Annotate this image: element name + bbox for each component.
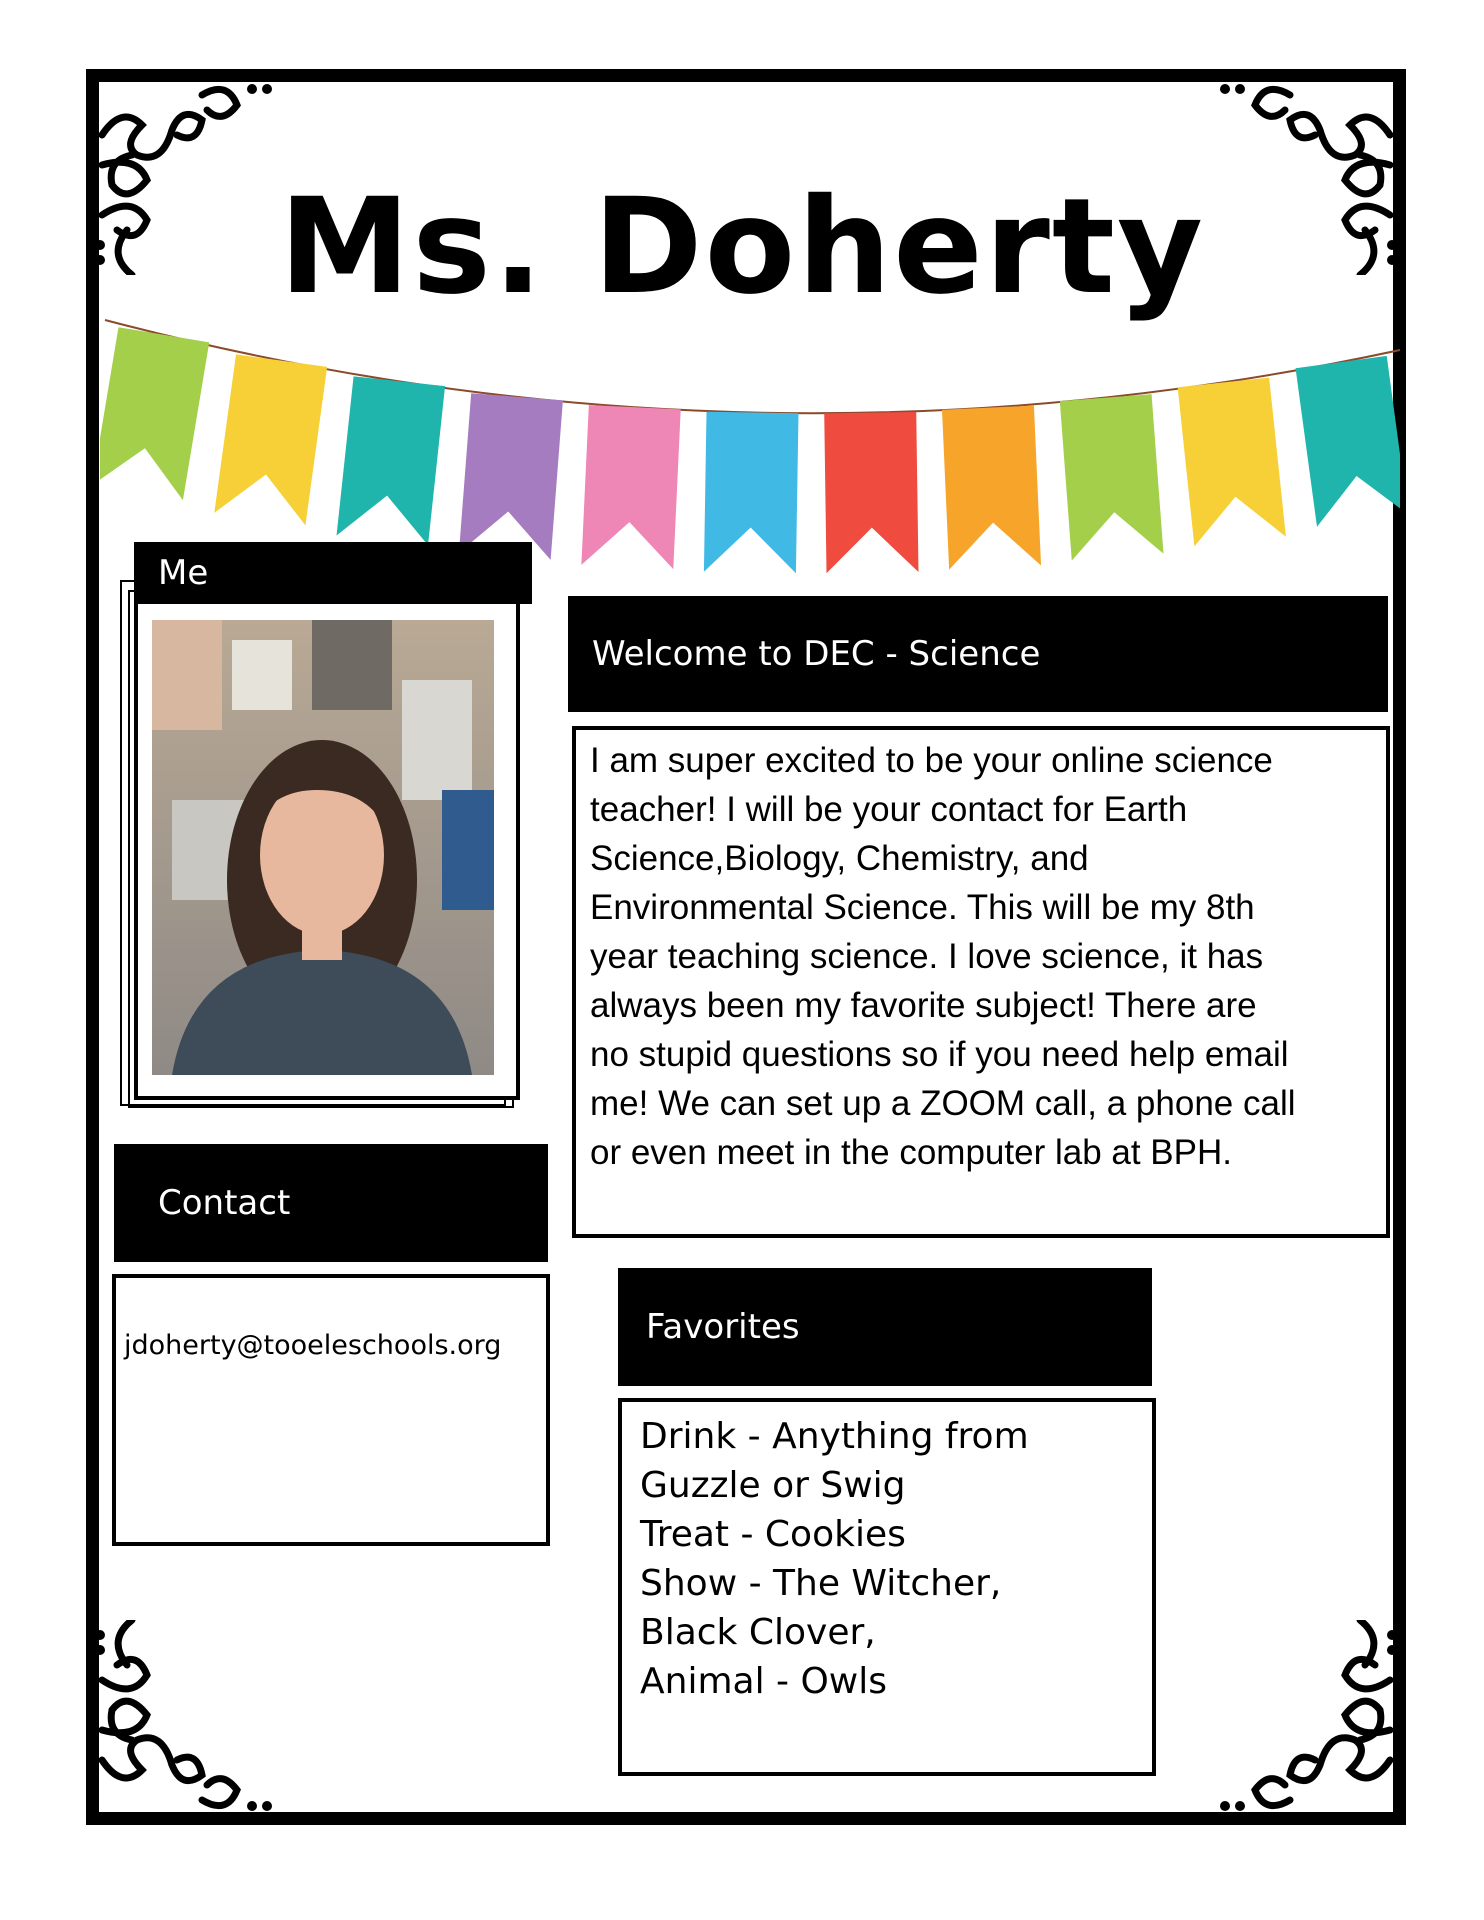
favorites-line: Animal - Owls — [640, 1661, 887, 1702]
me-label-bar — [134, 542, 532, 604]
bunting-flag — [942, 406, 1041, 570]
contact-email: jdoherty@tooeleschools.org — [124, 1330, 502, 1361]
welcome-heading: Welcome to DEC - Science — [592, 634, 1041, 674]
favorites-line: Guzzle or Swig — [640, 1465, 906, 1506]
bunting-flag — [100, 327, 209, 500]
favorites-line: Black Clover, — [640, 1612, 876, 1653]
corner-flourish-bottom-left — [92, 1620, 292, 1820]
bunting-flag — [824, 412, 918, 573]
welcome-text — [590, 736, 1370, 1177]
bunting-flag — [581, 405, 680, 569]
welcome-line: I am super excited to be your online science — [590, 741, 1273, 780]
favorites-line: Treat - Cookies — [640, 1514, 906, 1555]
favorites-list — [640, 1412, 1140, 1706]
me-label: Me — [158, 553, 209, 593]
favorites-line: Drink - Anything from — [640, 1416, 1029, 1457]
welcome-line: always been my favorite subject! There are — [590, 986, 1257, 1025]
bunting-banner — [100, 300, 1400, 580]
favorites-label: Favorites — [646, 1307, 800, 1347]
welcome-line: Science,Biology, Chemistry, and — [590, 839, 1089, 878]
bunting-flag — [459, 393, 563, 560]
bunting-flag — [214, 354, 327, 525]
welcome-line: no stupid questions so if you need help email — [590, 1035, 1289, 1074]
contact-label-bar — [114, 1144, 548, 1262]
welcome-line: year teaching science. I love science, it has — [590, 937, 1264, 976]
favorites-label-bar — [618, 1268, 1152, 1386]
contact-label: Contact — [158, 1183, 291, 1223]
welcome-line: Environmental Science. This will be my 8th — [590, 888, 1255, 927]
welcome-line: me! We can set up a ZOOM call, a phone call — [590, 1084, 1296, 1123]
page-title: Ms. Doherty — [278, 170, 1206, 324]
favorites-line: Show - The Witcher, — [640, 1563, 1002, 1604]
welcome-line: or even meet in the computer lab at BPH. — [590, 1133, 1232, 1172]
bunting-flag — [1296, 356, 1400, 527]
bunting-flag — [1060, 394, 1164, 560]
bunting-flag — [1178, 378, 1286, 547]
bunting-flag — [337, 376, 446, 545]
bunting-flag — [704, 412, 799, 573]
teacher-photo — [152, 620, 494, 1075]
contact-box — [112, 1274, 550, 1546]
welcome-heading-bar — [568, 596, 1388, 712]
corner-flourish-bottom-right — [1200, 1620, 1400, 1820]
welcome-line: teacher! I will be your contact for Earth — [590, 790, 1188, 829]
